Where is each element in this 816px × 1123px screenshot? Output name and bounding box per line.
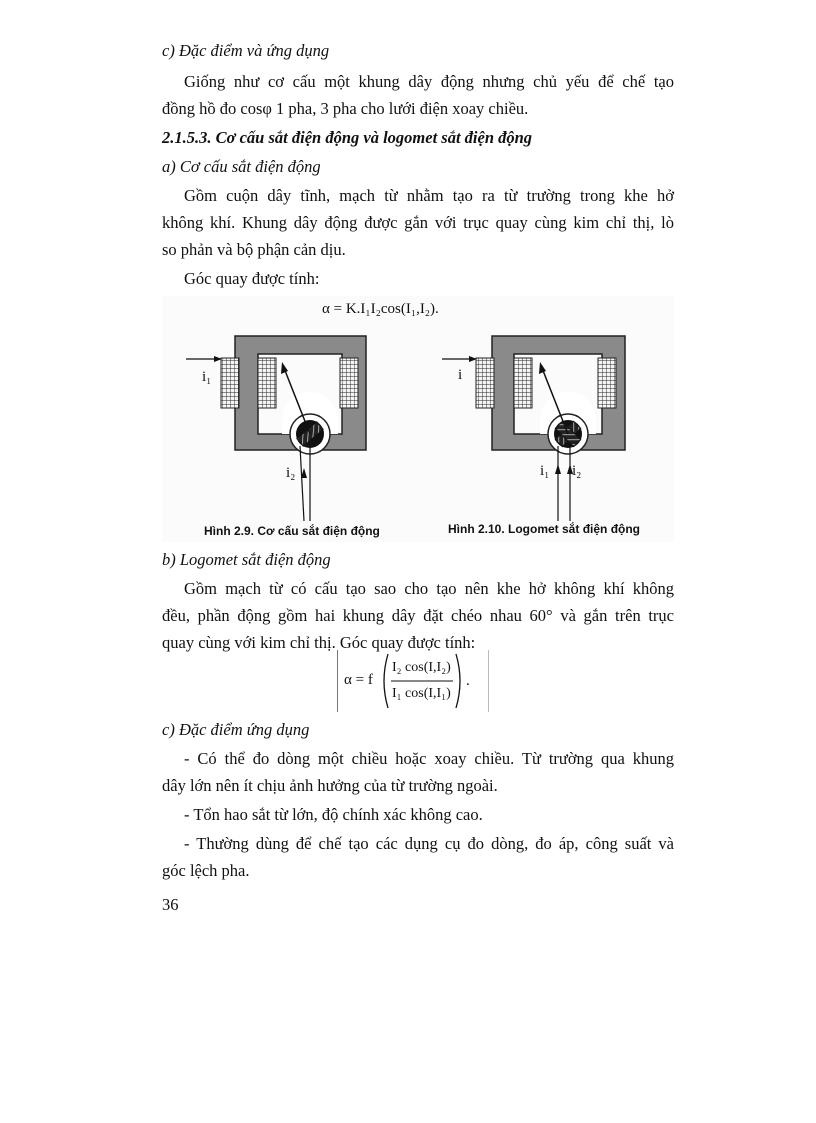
paragraph-line: quay cùng với kim chỉ thị. Góc quay được tính: (162, 633, 476, 652)
formula-lhs: α = f (344, 672, 373, 688)
formula-period: . (466, 673, 470, 689)
logometer-diagram (442, 336, 625, 521)
figure-diagrams (162, 296, 674, 542)
paragraph-line: Giống như cơ cấu một khung dây động nhưng chủ yếu để chế tạo (184, 72, 674, 91)
page-number: 36 (162, 895, 179, 914)
paragraph-line: so phản và bộ phận cản dịu. (162, 240, 346, 259)
figure-area (162, 296, 674, 542)
heading-b: b) Logomet sắt điện động (162, 550, 331, 569)
fig2-label-i: i (458, 367, 463, 383)
heading-c-application: c) Đặc điểm ứng dụng (162, 720, 310, 739)
section-heading: 2.1.5.3. Cơ cấu sắt điện động và logomet sắt điện động (162, 128, 533, 147)
formula-numerator: I₂ cos(I,I₂) (392, 660, 451, 675)
fig2-label-i1: i₁ (540, 463, 550, 479)
paragraph-line: Góc quay được tính: (184, 269, 320, 288)
fig1-label-i2: i₂ (286, 465, 296, 481)
logometer-formula (337, 650, 489, 712)
formula-alpha: α = K.I₁I₂cos(I₁,I₂). (322, 301, 439, 317)
fig1-label-i1: i₁ (202, 369, 212, 385)
paragraph-line: Gồm mạch từ có cấu tạo sao cho tạo nên khe hở không khí không (184, 579, 674, 598)
figure-caption-2-9: Hình 2.9. Cơ cấu sắt điện động (204, 524, 380, 538)
list-item: dây lớn nên ít chịu ảnh hưởng của từ trường ngoài. (162, 776, 498, 795)
paragraph-line: Gồm cuộn dây tĩnh, mạch từ nhằm tạo ra từ trường trong khe hở (184, 186, 674, 205)
list-item: góc lệch pha. (162, 861, 250, 880)
paragraph-line: không khí. Khung dây động được gắn với trục quay cùng kim chỉ thị, lò (162, 213, 674, 232)
fig2-label-i2: i₂ (572, 463, 582, 479)
paragraph-line: đồng hồ đo cosφ 1 pha, 3 pha cho lưới điện xoay chiều. (162, 99, 529, 118)
paragraph-line: đều, phần động gồm hai khung dây đặt chéo nhau 60° và gắn trên trục (162, 606, 674, 625)
figure-caption-2-10: Hình 2.10. Logomet sắt điện động (448, 522, 641, 536)
heading-a: a) Cơ cấu sắt điện động (162, 157, 321, 176)
heading-c-characteristics: c) Đặc điểm và ứng dụng (162, 41, 330, 60)
electrodynamic-mechanism-diagram (186, 336, 366, 521)
list-item: - Tổn hao sắt từ lớn, độ chính xác không cao. (184, 805, 483, 824)
list-item: - Có thể đo dòng một chiều hoặc xoay chiều. Từ trường qua khung (184, 749, 674, 768)
list-item: - Thường dùng để chế tạo các dụng cụ đo dòng, đo áp, công suất và (184, 834, 674, 853)
formula-denominator: I₁ cos(I,I₁) (392, 686, 451, 701)
